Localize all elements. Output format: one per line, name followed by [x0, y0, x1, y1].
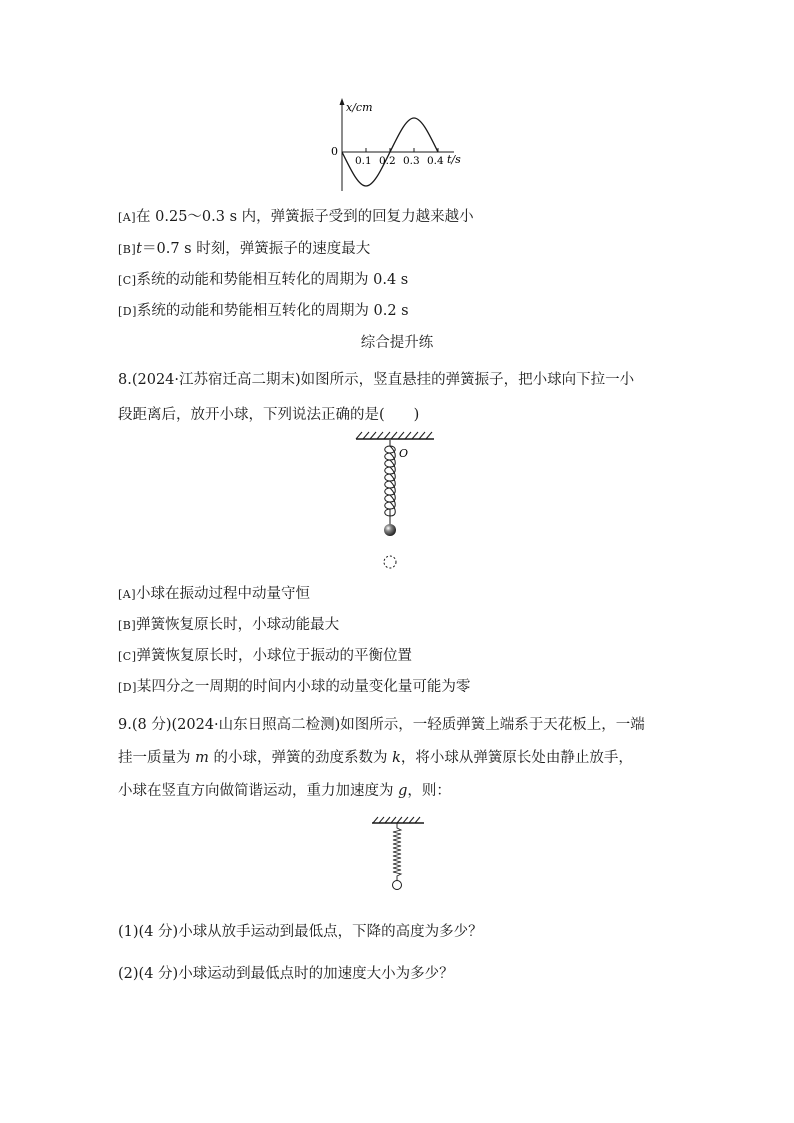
option-tag: [A]	[118, 211, 137, 224]
option-text: ＝0.7 s 时刻，弹簧振子的速度最大	[142, 241, 371, 257]
t-tick-label: 0.4	[427, 155, 444, 167]
q8-option-a	[118, 582, 310, 603]
q9-stem-line-1: 9.(8 分)(2024·山东日照高二检测)如图所示，一轻质弹簧上端系于天花板上，一端	[118, 717, 645, 733]
text: ，则：	[407, 783, 451, 799]
option-text: 小球在振动过程中动量守恒	[136, 586, 311, 602]
hanging-spring-oscillator-figure	[350, 430, 440, 572]
option-tag: [C]	[118, 274, 137, 287]
point-o-label: O	[399, 447, 409, 460]
option-tag: [B]	[118, 243, 137, 256]
variable-m: m	[195, 750, 209, 766]
option-text: 弹簧恢复原长时，小球位于振动的平衡位置	[136, 648, 412, 664]
option-text: 某四分之一周期的时间内小球的动量变化量可能为零	[136, 679, 471, 695]
variable-k: k	[392, 750, 401, 766]
option-tag: [D]	[118, 305, 137, 318]
ball	[384, 524, 396, 536]
option-text: 弹簧恢复原长时，小球动能最大	[136, 617, 340, 633]
q8-stem-line-1: 8.(2024·江苏宿迁高二期末)如图所示，竖直悬挂的弹簧振子，把小球向下拉一小	[118, 372, 635, 388]
q7-option-b	[118, 237, 370, 258]
t-tick-label: 0.2	[379, 155, 396, 167]
q8-option-c	[118, 644, 412, 665]
option-variable: t	[136, 241, 142, 257]
section-title: 综合提升练	[360, 335, 434, 351]
q8-option-b	[118, 613, 339, 634]
q7-option-c	[118, 268, 408, 289]
q9-subquestion-1: (1)(4 分)小球从放手运动到最低点，下降的高度为多少？	[118, 924, 483, 940]
option-text: 系统的动能和势能相互转化的周期为 0.4 s	[136, 272, 409, 288]
y-axis-label: x/cm	[346, 101, 373, 114]
q9-stem-line-3	[118, 779, 451, 800]
option-text: 在 0.25～0.3 s 内，弹簧振子受到的回复力越来越小	[136, 209, 474, 225]
q9-subquestion-2: (2)(4 分)小球运动到最低点时的加速度大小为多少？	[118, 966, 454, 982]
origin-label: 0	[331, 145, 338, 158]
option-tag: [C]	[118, 650, 137, 663]
text: ，将小球从弹簧原长处由静止放手，	[400, 750, 633, 766]
q8-option-d	[118, 675, 470, 696]
q8-stem-line-2: 段距离后，放开小球，下列说法正确的是( )	[118, 407, 420, 423]
text: 小球在竖直方向做简谐运动，重力加速度为	[118, 783, 399, 799]
t-tick-label: 0.3	[403, 155, 420, 167]
ball	[393, 881, 402, 890]
q7-option-a	[118, 205, 474, 226]
ball-dashed-position	[384, 556, 396, 568]
text: 的小球，弹簧的劲度系数为	[208, 750, 393, 766]
option-text: 系统的动能和势能相互转化的周期为 0.2 s	[136, 303, 409, 319]
variable-g: g	[398, 783, 408, 799]
t-axis-label: t/s	[447, 153, 461, 166]
option-tag: [B]	[118, 619, 137, 632]
option-tag: [D]	[118, 681, 137, 694]
option-tag: [A]	[118, 588, 137, 601]
text: 挂一质量为	[118, 750, 196, 766]
displacement-time-graph	[326, 96, 476, 196]
spring-ball-figure	[368, 814, 428, 894]
q7-option-d	[118, 299, 409, 320]
q9-stem-line-2	[118, 746, 633, 767]
t-tick-label: 0.1	[355, 155, 372, 167]
